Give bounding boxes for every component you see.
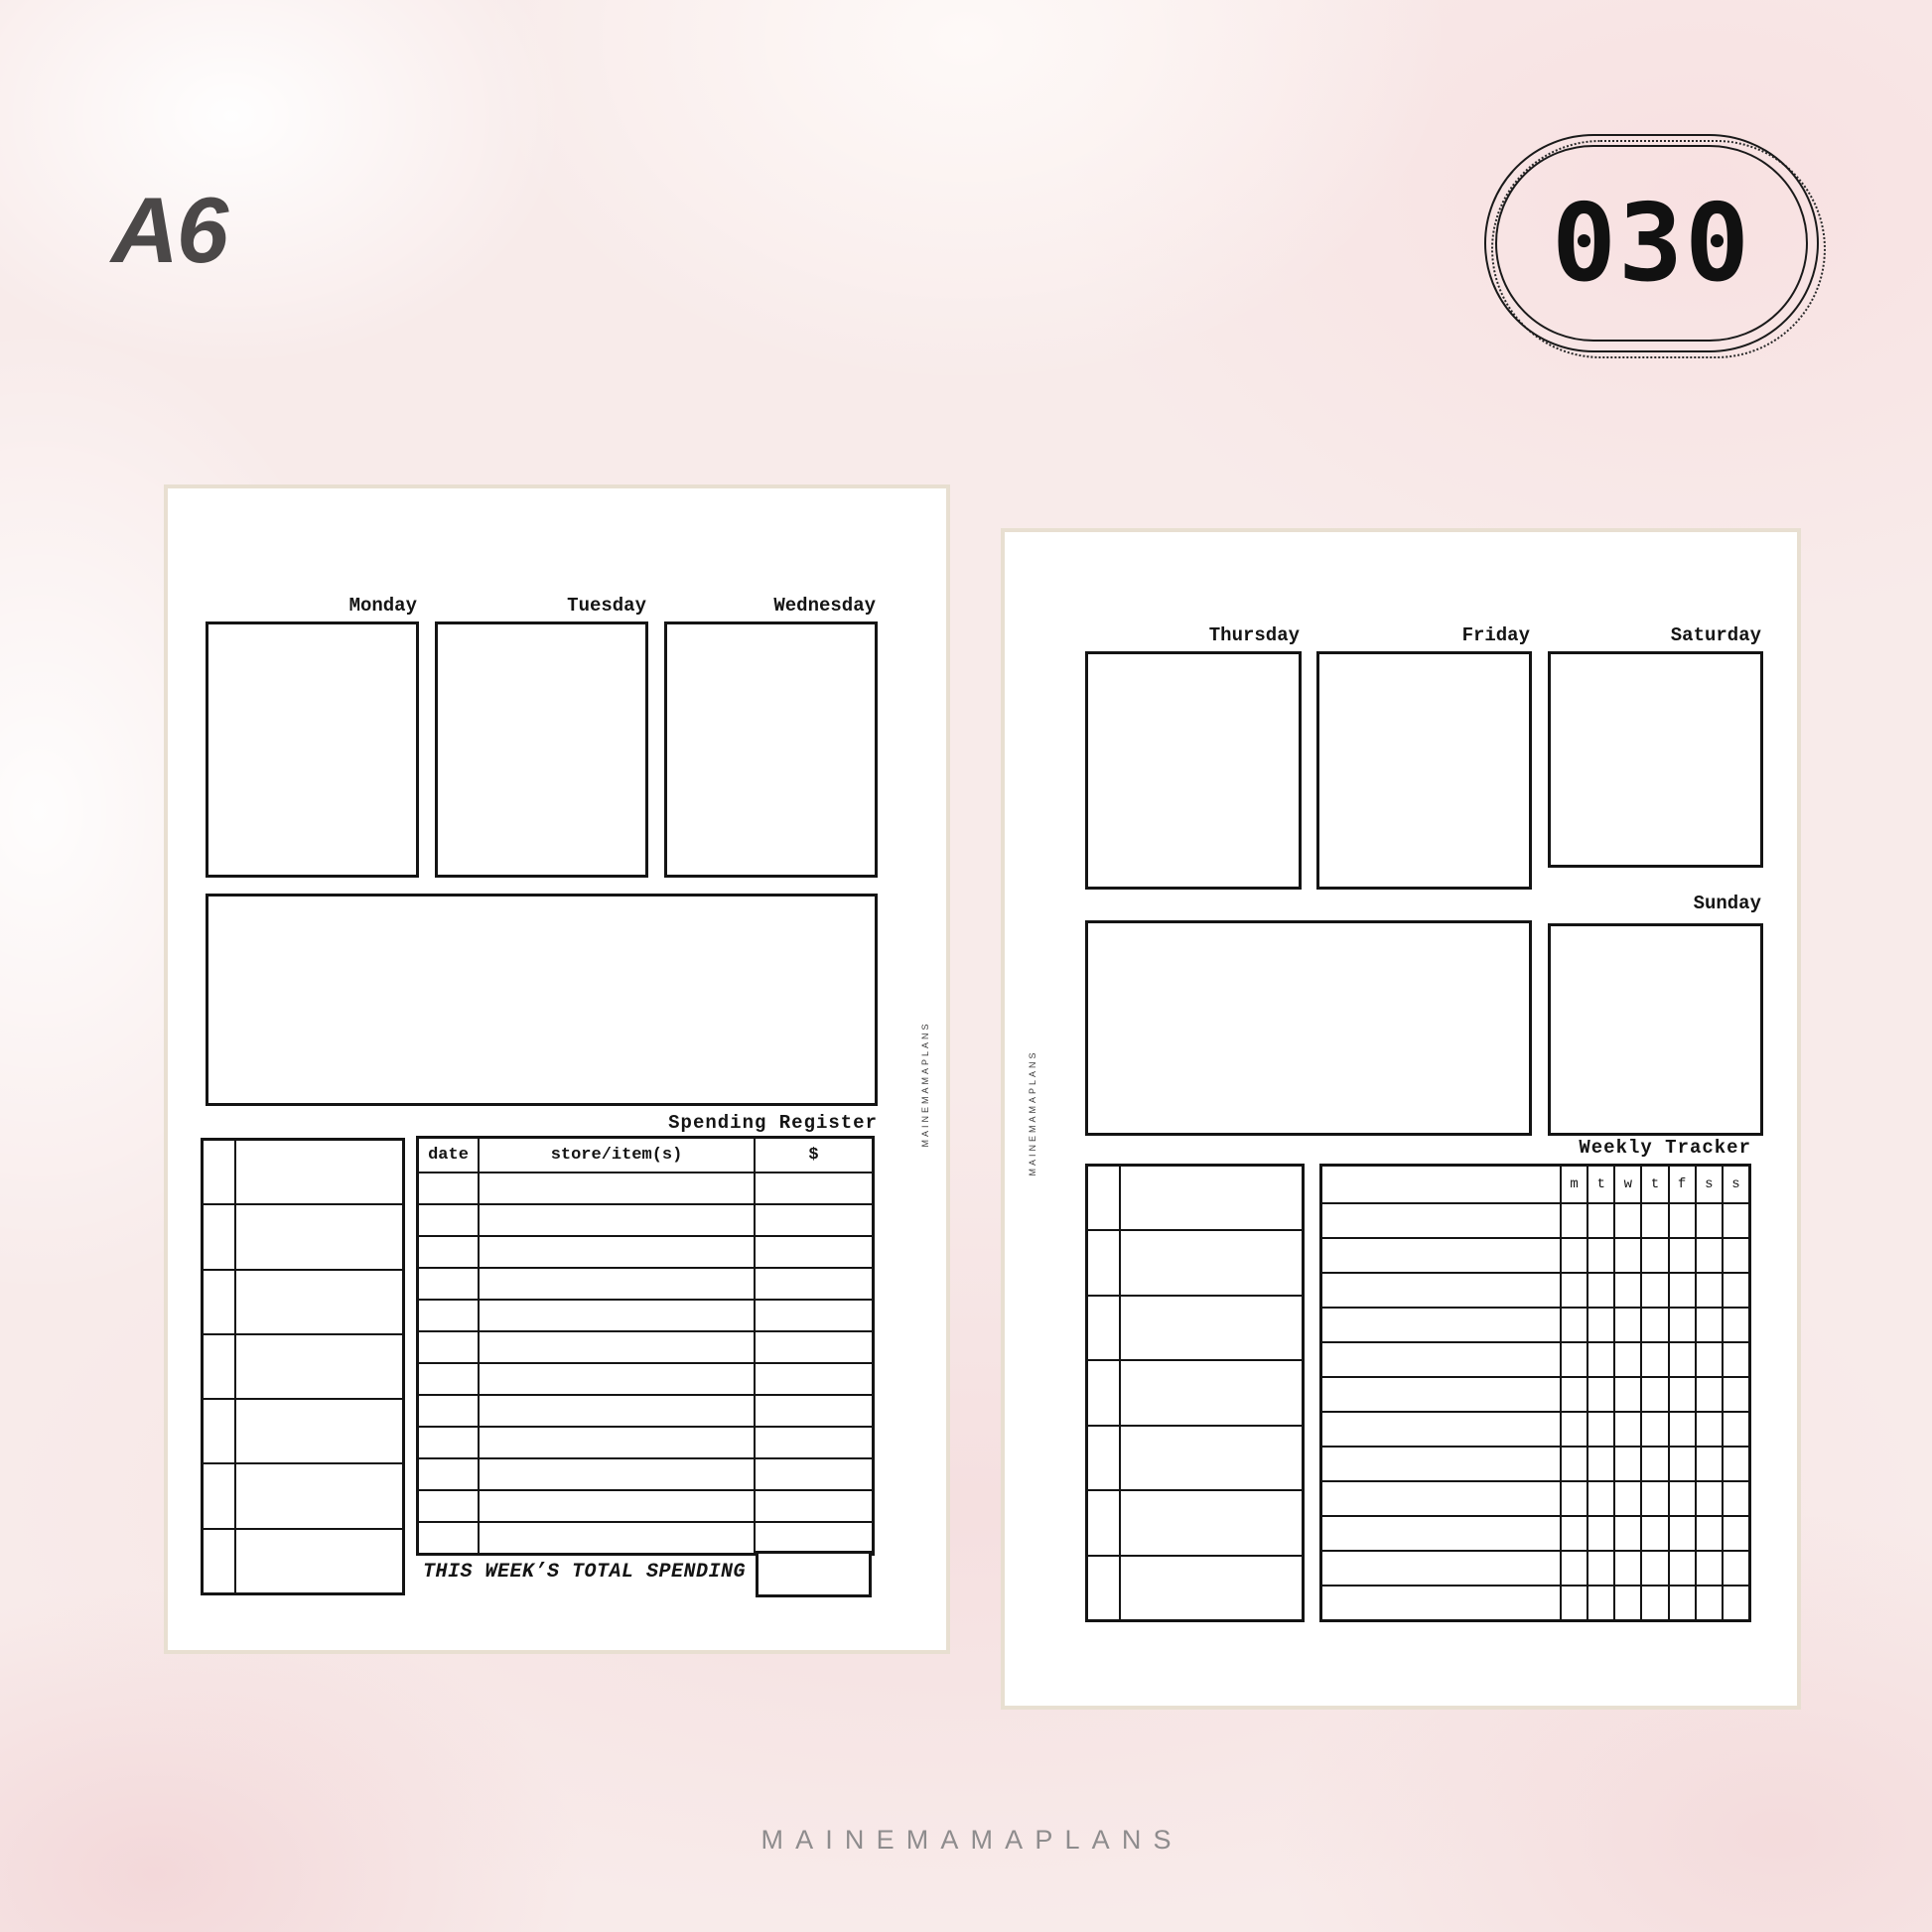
tracker-check-cell xyxy=(1562,1239,1588,1272)
notes-box-right xyxy=(1085,920,1532,1136)
tracker-check-cell xyxy=(1615,1378,1642,1411)
tracker-habit-cell xyxy=(1322,1587,1562,1619)
tracker-check-cell xyxy=(1615,1343,1642,1376)
notes-box xyxy=(206,894,878,1106)
register-row xyxy=(419,1521,872,1553)
category-check-cell xyxy=(204,1530,236,1592)
tracker-habit-cell xyxy=(1322,1239,1562,1272)
category-name-cell xyxy=(236,1464,402,1527)
tracker-check-cell xyxy=(1562,1378,1588,1411)
tracker-check-cell xyxy=(1724,1274,1748,1307)
tracker-check-cell xyxy=(1697,1343,1724,1376)
left-page xyxy=(164,484,950,1654)
tracker-day-header: m xyxy=(1562,1167,1588,1202)
tracker-check-cell xyxy=(1697,1587,1724,1619)
tracker-check-cell xyxy=(1588,1239,1615,1272)
tracker-check-cell xyxy=(1642,1239,1669,1272)
tuesday-label: Tuesday xyxy=(567,595,646,617)
tracker-check-cell xyxy=(1615,1239,1642,1272)
tracker-check-cell xyxy=(1697,1552,1724,1585)
tracker-check-cell xyxy=(1642,1204,1669,1237)
tracker-check-cell xyxy=(1670,1448,1697,1480)
tracker-row xyxy=(1322,1341,1748,1376)
category-check-cell xyxy=(204,1400,236,1462)
tracker-header-row xyxy=(1322,1167,1748,1202)
tracker-check-cell xyxy=(1588,1274,1615,1307)
category-check-cell xyxy=(204,1141,236,1203)
register-store-cell xyxy=(480,1364,756,1394)
category-row xyxy=(1088,1167,1302,1229)
tracker-check-cell xyxy=(1670,1587,1697,1619)
saturday-label: Saturday xyxy=(1670,624,1761,646)
tracker-check-cell xyxy=(1615,1587,1642,1619)
monday-label: Monday xyxy=(348,595,417,617)
tracker-row xyxy=(1322,1307,1748,1341)
tracker-check-cell xyxy=(1615,1309,1642,1341)
category-check-cell xyxy=(1088,1557,1121,1619)
register-row xyxy=(419,1457,872,1489)
category-row xyxy=(1088,1359,1302,1424)
tracker-check-cell xyxy=(1588,1204,1615,1237)
tracker-check-cell xyxy=(1697,1239,1724,1272)
category-check-cell xyxy=(1088,1427,1121,1489)
tracker-check-cell xyxy=(1724,1378,1748,1411)
register-header-row xyxy=(419,1139,872,1172)
register-store-cell xyxy=(480,1301,756,1330)
spending-register-title: Spending Register xyxy=(668,1112,878,1134)
design-number-badge xyxy=(1484,134,1819,352)
tracker-row xyxy=(1322,1585,1748,1619)
register-row xyxy=(419,1299,872,1330)
total-spending-label: THIS WEEK’S TOTAL SPENDING xyxy=(423,1561,747,1584)
register-store-header: store/item(s) xyxy=(480,1139,756,1172)
category-check-cell xyxy=(204,1205,236,1268)
category-row xyxy=(204,1333,402,1398)
tracker-check-cell xyxy=(1642,1517,1669,1550)
tracker-habit-cell xyxy=(1322,1204,1562,1237)
tracker-habit-cell xyxy=(1322,1413,1562,1446)
tracker-check-cell xyxy=(1670,1552,1697,1585)
tracker-check-cell xyxy=(1562,1204,1588,1237)
tracker-check-cell xyxy=(1670,1378,1697,1411)
category-check-cell xyxy=(204,1464,236,1527)
tracker-check-cell xyxy=(1642,1587,1669,1619)
tracker-check-cell xyxy=(1697,1378,1724,1411)
register-store-cell xyxy=(480,1523,756,1553)
register-amount-cell xyxy=(756,1364,872,1394)
tracker-check-cell xyxy=(1562,1343,1588,1376)
category-check-cell xyxy=(1088,1491,1121,1554)
tracker-check-cell xyxy=(1697,1309,1724,1341)
tracker-check-cell xyxy=(1724,1448,1748,1480)
tracker-day-header: t xyxy=(1588,1167,1615,1202)
friday-box xyxy=(1316,651,1532,890)
register-row xyxy=(419,1394,872,1426)
tracker-check-cell xyxy=(1724,1343,1748,1376)
tracker-check-cell xyxy=(1724,1309,1748,1341)
side-brand-text: MAINEMAMAPLANS xyxy=(920,1021,930,1148)
tracker-habit-cell xyxy=(1322,1309,1562,1341)
register-date-cell xyxy=(419,1428,480,1457)
tracker-check-cell xyxy=(1588,1517,1615,1550)
weekly-tracker-table xyxy=(1319,1164,1751,1622)
tracker-row xyxy=(1322,1446,1748,1480)
category-row xyxy=(1088,1295,1302,1359)
right-page xyxy=(1001,528,1801,1710)
category-row xyxy=(1088,1489,1302,1554)
tracker-check-cell xyxy=(1697,1517,1724,1550)
tracker-check-cell xyxy=(1670,1309,1697,1341)
register-amount-cell xyxy=(756,1459,872,1489)
register-row xyxy=(419,1172,872,1203)
tracker-check-cell xyxy=(1642,1552,1669,1585)
category-table xyxy=(201,1138,405,1595)
register-store-cell xyxy=(480,1237,756,1267)
tracker-row xyxy=(1322,1376,1748,1411)
total-spending-box xyxy=(756,1551,872,1597)
tracker-row xyxy=(1322,1237,1748,1272)
register-amount-cell xyxy=(756,1301,872,1330)
weekly-tracker-title: Weekly Tracker xyxy=(1579,1137,1751,1159)
tracker-check-cell xyxy=(1697,1482,1724,1515)
tracker-check-cell xyxy=(1724,1552,1748,1585)
tracker-check-cell xyxy=(1562,1552,1588,1585)
register-amount-cell xyxy=(756,1332,872,1362)
tracker-habit-cell xyxy=(1322,1482,1562,1515)
tracker-check-cell xyxy=(1670,1239,1697,1272)
category-row xyxy=(204,1528,402,1592)
category-row xyxy=(1088,1425,1302,1489)
register-store-cell xyxy=(480,1332,756,1362)
register-amount-cell xyxy=(756,1396,872,1426)
monday-box xyxy=(206,621,419,878)
tracker-row xyxy=(1322,1272,1748,1307)
tracker-check-cell xyxy=(1642,1482,1669,1515)
category-name-cell xyxy=(1121,1167,1302,1229)
register-row xyxy=(419,1235,872,1267)
tracker-check-cell xyxy=(1697,1274,1724,1307)
tracker-row xyxy=(1322,1515,1748,1550)
tracker-check-cell xyxy=(1562,1587,1588,1619)
tracker-check-cell xyxy=(1615,1204,1642,1237)
category-name-cell xyxy=(1121,1557,1302,1619)
tracker-day-header: t xyxy=(1642,1167,1669,1202)
tracker-check-cell xyxy=(1588,1378,1615,1411)
category-name-cell xyxy=(1121,1491,1302,1554)
register-date-header: date xyxy=(419,1139,480,1172)
tracker-habit-cell xyxy=(1322,1448,1562,1480)
tracker-row xyxy=(1322,1202,1748,1237)
category-check-cell xyxy=(1088,1361,1121,1424)
tracker-day-header: w xyxy=(1615,1167,1642,1202)
register-date-cell xyxy=(419,1205,480,1235)
tracker-check-cell xyxy=(1615,1552,1642,1585)
tracker-check-cell xyxy=(1588,1482,1615,1515)
tracker-check-cell xyxy=(1562,1274,1588,1307)
tracker-check-cell xyxy=(1724,1413,1748,1446)
category-name-cell xyxy=(1121,1361,1302,1424)
register-date-cell xyxy=(419,1491,480,1521)
register-store-cell xyxy=(480,1491,756,1521)
tracker-check-cell xyxy=(1697,1204,1724,1237)
register-date-cell xyxy=(419,1269,480,1299)
category-name-cell xyxy=(236,1271,402,1333)
spending-register-table xyxy=(416,1136,875,1556)
tracker-check-cell xyxy=(1724,1587,1748,1619)
register-amount-cell xyxy=(756,1428,872,1457)
footer-brand: MAINEMAMAPLANS xyxy=(760,1825,1183,1855)
tracker-check-cell xyxy=(1562,1448,1588,1480)
tracker-check-cell xyxy=(1670,1517,1697,1550)
tracker-check-cell xyxy=(1724,1239,1748,1272)
wednesday-label: Wednesday xyxy=(773,595,876,617)
tracker-check-cell xyxy=(1562,1413,1588,1446)
tracker-check-cell xyxy=(1697,1413,1724,1446)
register-amount-cell xyxy=(756,1269,872,1299)
side-brand-text-right: MAINEMAMAPLANS xyxy=(1028,1049,1037,1176)
tracker-check-cell xyxy=(1724,1204,1748,1237)
tracker-check-cell xyxy=(1642,1343,1669,1376)
sunday-label: Sunday xyxy=(1693,893,1761,914)
tracker-check-cell xyxy=(1588,1552,1615,1585)
register-store-cell xyxy=(480,1396,756,1426)
register-date-cell xyxy=(419,1237,480,1267)
tracker-check-cell xyxy=(1615,1517,1642,1550)
tracker-check-cell xyxy=(1670,1413,1697,1446)
tuesday-box xyxy=(435,621,648,878)
register-store-cell xyxy=(480,1205,756,1235)
category-name-cell xyxy=(236,1400,402,1462)
saturday-box xyxy=(1548,651,1763,868)
tracker-check-cell xyxy=(1724,1517,1748,1550)
tracker-day-header: s xyxy=(1697,1167,1724,1202)
register-amount-cell xyxy=(756,1173,872,1203)
tracker-check-cell xyxy=(1562,1309,1588,1341)
register-store-cell xyxy=(480,1459,756,1489)
category-name-cell xyxy=(236,1205,402,1268)
category-check-cell xyxy=(1088,1167,1121,1229)
category-row xyxy=(1088,1229,1302,1294)
category-table-right xyxy=(1085,1164,1305,1622)
register-date-cell xyxy=(419,1523,480,1553)
sunday-box xyxy=(1548,923,1763,1136)
register-row xyxy=(419,1267,872,1299)
register-date-cell xyxy=(419,1459,480,1489)
category-row xyxy=(1088,1555,1302,1619)
register-row xyxy=(419,1489,872,1521)
tracker-check-cell xyxy=(1615,1274,1642,1307)
tracker-check-cell xyxy=(1670,1204,1697,1237)
category-check-cell xyxy=(1088,1231,1121,1294)
wednesday-box xyxy=(664,621,878,878)
register-amount-cell xyxy=(756,1523,872,1553)
category-name-cell xyxy=(236,1141,402,1203)
category-name-cell xyxy=(1121,1297,1302,1359)
tracker-check-cell xyxy=(1670,1343,1697,1376)
register-amount-cell xyxy=(756,1237,872,1267)
register-store-cell xyxy=(480,1269,756,1299)
category-name-cell xyxy=(236,1530,402,1592)
tracker-label-header xyxy=(1322,1167,1562,1202)
tracker-check-cell xyxy=(1562,1482,1588,1515)
tracker-habit-cell xyxy=(1322,1378,1562,1411)
tracker-habit-cell xyxy=(1322,1274,1562,1307)
tracker-row xyxy=(1322,1550,1748,1585)
category-row xyxy=(204,1269,402,1333)
tracker-row xyxy=(1322,1480,1748,1515)
friday-label: Friday xyxy=(1461,624,1530,646)
tracker-habit-cell xyxy=(1322,1517,1562,1550)
register-amount-cell xyxy=(756,1205,872,1235)
tracker-day-header: f xyxy=(1670,1167,1697,1202)
tracker-habit-cell xyxy=(1322,1552,1562,1585)
register-amount-header: $ xyxy=(808,1146,819,1165)
tracker-check-cell xyxy=(1670,1274,1697,1307)
tracker-check-cell xyxy=(1724,1482,1748,1515)
category-row xyxy=(204,1462,402,1527)
register-store-cell xyxy=(480,1173,756,1203)
thursday-label: Thursday xyxy=(1208,624,1300,646)
category-row xyxy=(204,1398,402,1462)
register-row xyxy=(419,1330,872,1362)
register-row xyxy=(419,1203,872,1235)
tracker-check-cell xyxy=(1615,1413,1642,1446)
register-date-cell xyxy=(419,1396,480,1426)
tracker-check-cell xyxy=(1642,1378,1669,1411)
tracker-check-cell xyxy=(1670,1482,1697,1515)
category-name-cell xyxy=(1121,1427,1302,1489)
tracker-check-cell xyxy=(1642,1448,1669,1480)
tracker-check-cell xyxy=(1562,1517,1588,1550)
tracker-check-cell xyxy=(1615,1448,1642,1480)
tracker-check-cell xyxy=(1697,1448,1724,1480)
tracker-day-header: s xyxy=(1731,1176,1740,1192)
tracker-check-cell xyxy=(1588,1343,1615,1376)
tracker-check-cell xyxy=(1642,1309,1669,1341)
tracker-check-cell xyxy=(1588,1587,1615,1619)
category-name-cell xyxy=(236,1335,402,1398)
tracker-check-cell xyxy=(1642,1413,1669,1446)
category-check-cell xyxy=(1088,1297,1121,1359)
category-row xyxy=(204,1203,402,1268)
size-label: A6 xyxy=(111,178,227,282)
tracker-check-cell xyxy=(1588,1413,1615,1446)
tracker-check-cell xyxy=(1588,1448,1615,1480)
category-check-cell xyxy=(204,1271,236,1333)
design-number: 030 xyxy=(1551,181,1752,306)
register-amount-cell xyxy=(756,1491,872,1521)
thursday-box xyxy=(1085,651,1302,890)
tracker-check-cell xyxy=(1642,1274,1669,1307)
tracker-check-cell xyxy=(1615,1482,1642,1515)
category-name-cell xyxy=(1121,1231,1302,1294)
register-date-cell xyxy=(419,1332,480,1362)
register-date-cell xyxy=(419,1364,480,1394)
tracker-habit-cell xyxy=(1322,1343,1562,1376)
register-row xyxy=(419,1362,872,1394)
category-check-cell xyxy=(204,1335,236,1398)
category-row xyxy=(204,1141,402,1203)
tracker-row xyxy=(1322,1411,1748,1446)
tracker-check-cell xyxy=(1588,1309,1615,1341)
register-date-cell xyxy=(419,1301,480,1330)
register-date-cell xyxy=(419,1173,480,1203)
register-store-cell xyxy=(480,1428,756,1457)
register-row xyxy=(419,1426,872,1457)
